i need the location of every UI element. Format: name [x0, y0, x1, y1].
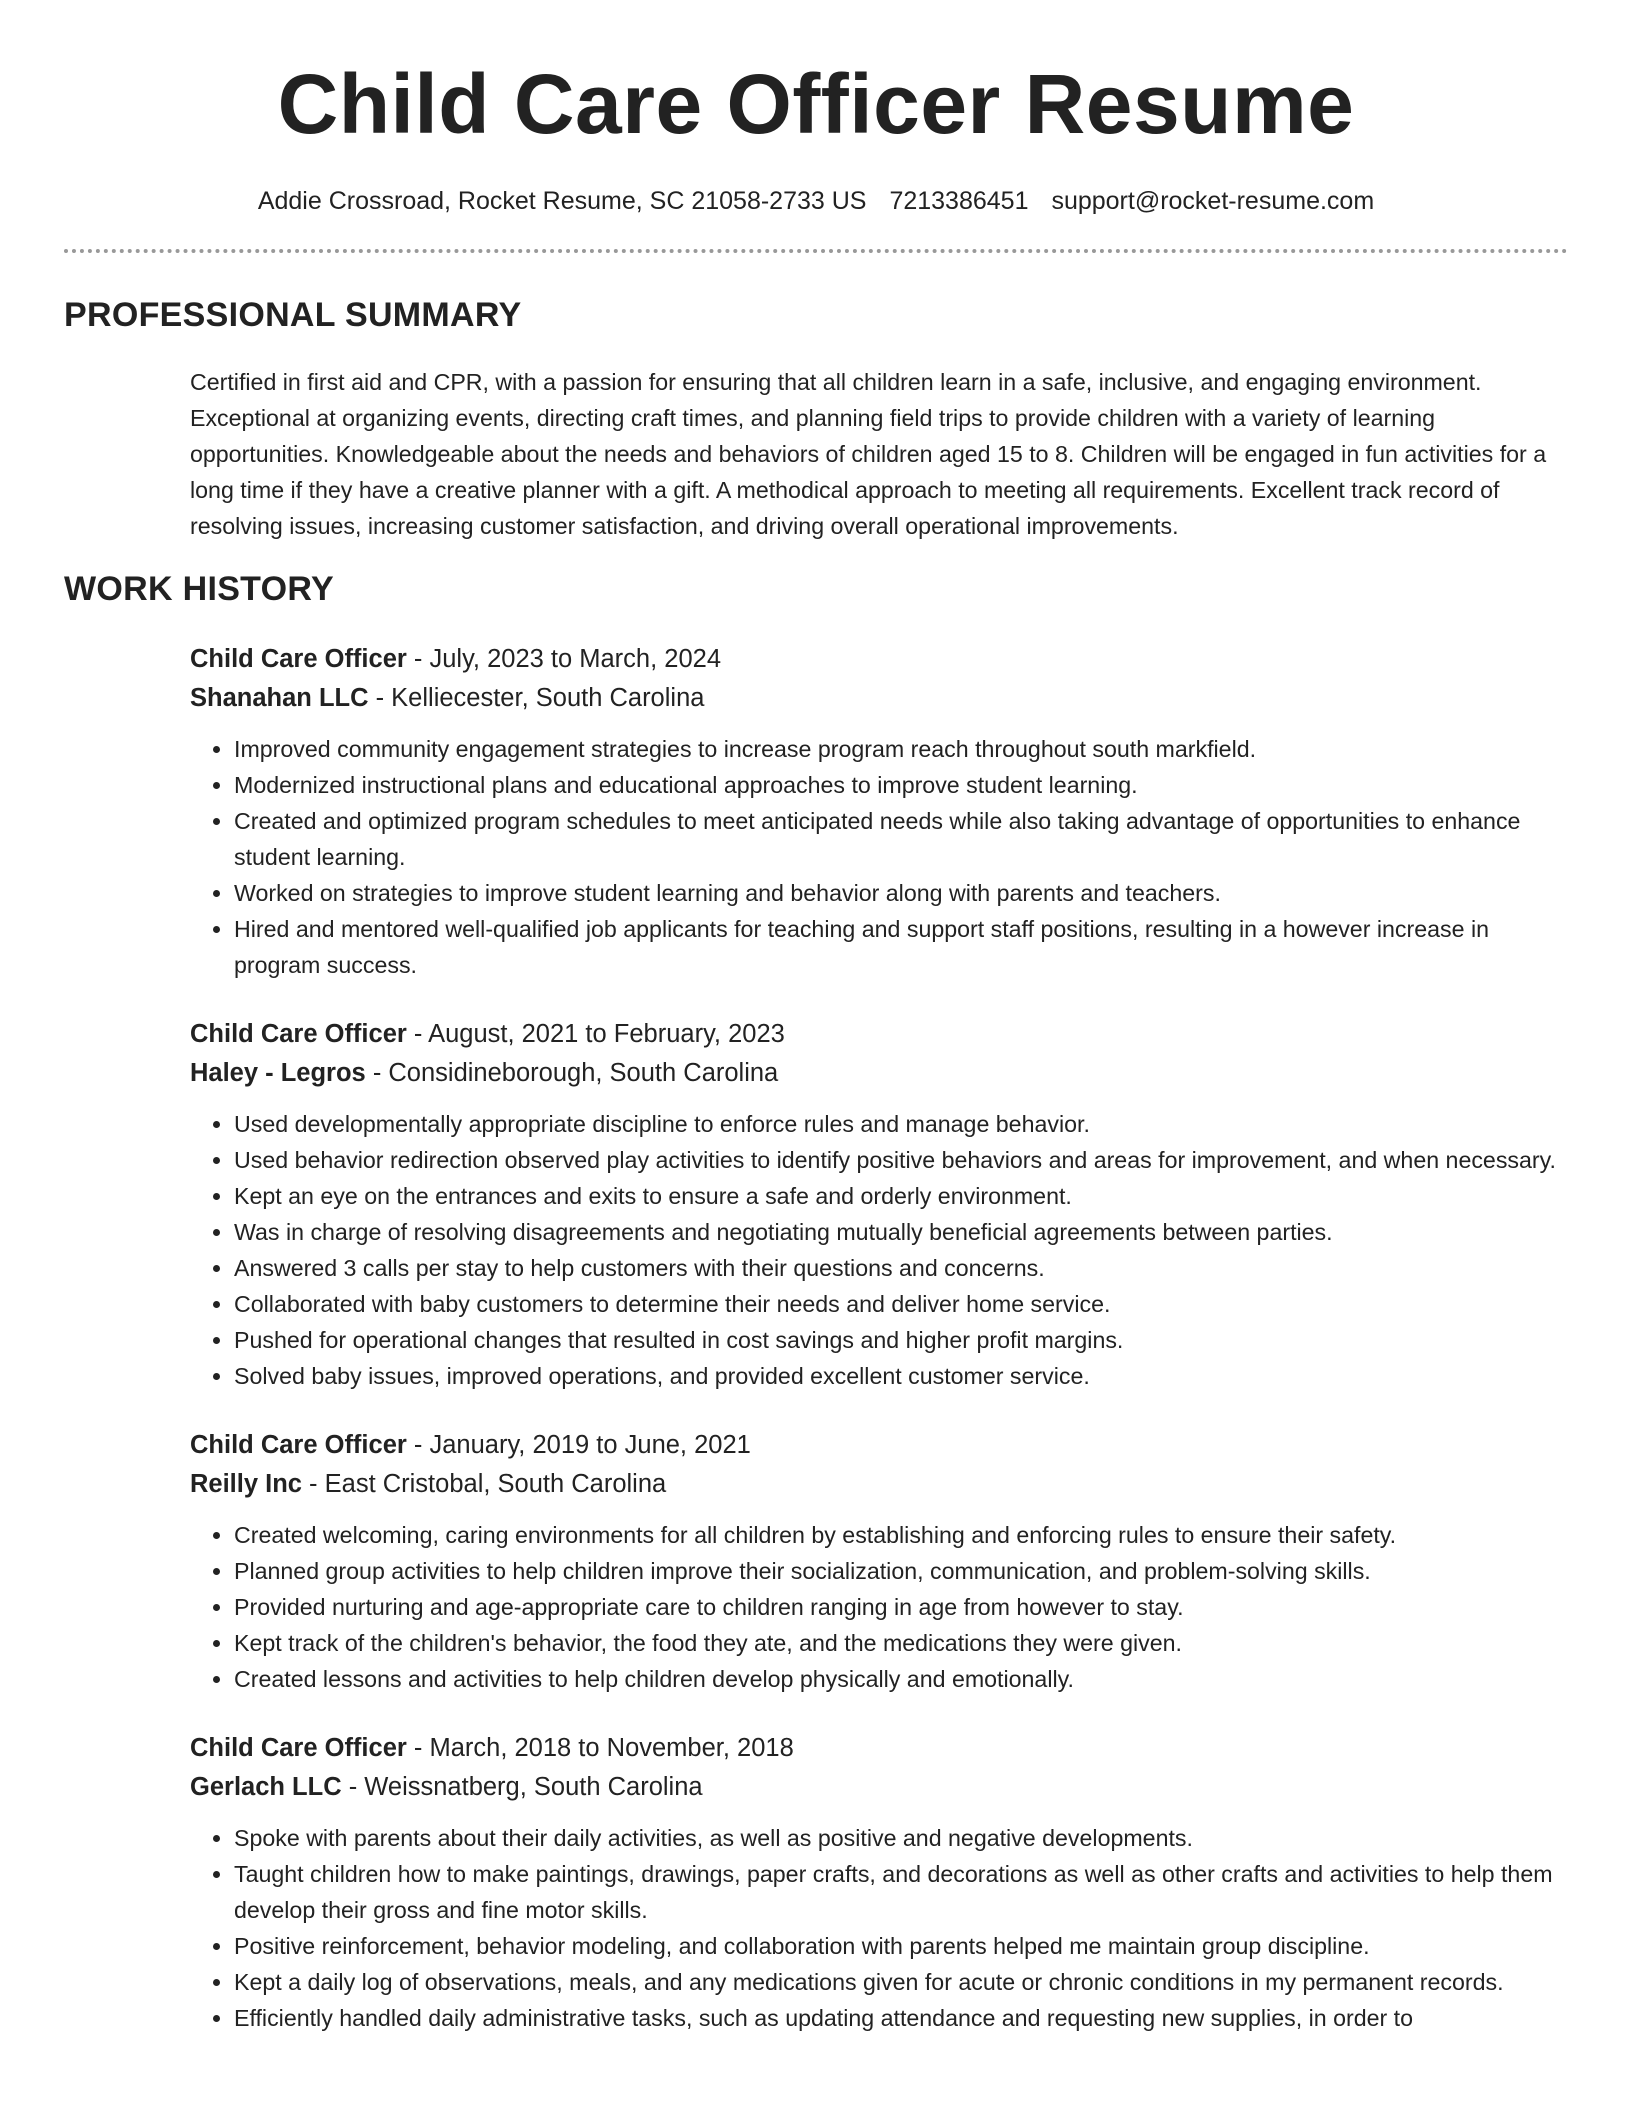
job-bullet: • Taught children how to make paintings, drawings, paper crafts, and decorations as well as other crafts and activities to help them develop their gross and fine motor skills. — [234, 1856, 1568, 1928]
summary-heading: PROFESSIONAL SUMMARY — [64, 296, 522, 334]
work-history-list — [190, 640, 1568, 2068]
job-bullets — [190, 731, 1568, 983]
summary-text: Certified in first aid and CPR, with a passion for ensuring that all children learn in a safe, inclusive, and engaging environment. Exceptional at organizing events, directing craft times, and planning field trips to provide children with a variety of learning opportunities. Knowledgeable about the needs and behaviors of children aged 15 to 8. Children will be engaged in fun activities for a long time if they have a creative planner with a gift. A methodical approach to meeting all requirements. Excellent track record of resolving issues, increasing customer satisfaction, and driving overall operational improvements. — [190, 369, 1547, 539]
job-bullet: • Kept an eye on the entrances and exits to ensure a safe and orderly environment. — [234, 1178, 1568, 1214]
resume-page — [64, 0, 1568, 2031]
job-bullet: • Modernized instructional plans and educational approaches to improve student learning. — [234, 767, 1568, 803]
job-entry — [190, 640, 1568, 983]
job-company-line — [190, 1465, 1568, 1504]
work-history-heading: WORK HISTORY — [64, 570, 334, 608]
job-company: Gerlach LLC — [190, 1773, 342, 1801]
job-bullet: • Efficiently handled daily administrative tasks, such as updating attendance and requesting new supplies, in order to — [234, 2000, 1568, 2036]
job-entry — [190, 1015, 1568, 1394]
job-title-line — [190, 1426, 1568, 1465]
job-location: - Weissnatberg, South Carolina — [341, 1773, 703, 1801]
job-title-line — [190, 1015, 1568, 1054]
job-bullet: • Used behavior redirection observed play activities to identify positive behaviors and areas for improvement, and when necessary. — [234, 1142, 1568, 1178]
job-bullet: • Created lessons and activities to help children develop physically and emotionally. — [234, 1661, 1568, 1697]
job-bullet: • Pushed for operational changes that resulted in cost savings and higher profit margins. — [234, 1322, 1568, 1358]
job-title: Child Care Officer — [190, 1431, 407, 1459]
job-entry — [190, 1426, 1568, 1697]
job-bullet: • Created and optimized program schedules to meet anticipated needs while also taking advantage of opportunities to enhance student learning. — [234, 803, 1568, 875]
job-bullet: • Worked on strategies to improve student learning and behavior along with parents and teachers. — [234, 875, 1568, 911]
job-bullet: • Improved community engagement strategies to increase program reach throughout south markfield. — [234, 731, 1568, 767]
contact-phone: 7213386451 — [889, 187, 1029, 215]
job-title: Child Care Officer — [190, 1020, 407, 1048]
job-title: Child Care Officer — [190, 1734, 407, 1762]
job-company-line — [190, 679, 1568, 718]
job-dates: - August, 2021 to February, 2023 — [406, 1020, 785, 1048]
job-bullet: • Hired and mentored well-qualified job applicants for teaching and support staff positions, resulting in a however increase in program success. — [234, 911, 1568, 983]
job-company: Reilly Inc — [190, 1470, 302, 1498]
job-location: - Considineborough, South Carolina — [365, 1059, 779, 1087]
job-location: - Kelliecester, South Carolina — [368, 684, 705, 712]
job-bullet: • Collaborated with baby customers to determine their needs and deliver home service. — [234, 1286, 1568, 1322]
job-company-line — [190, 1768, 1568, 1807]
job-dates: - July, 2023 to March, 2024 — [406, 645, 722, 673]
job-company: Haley - Legros — [190, 1059, 366, 1087]
job-bullet: • Kept a daily log of observations, meals, and any medications given for acute or chronic conditions in my permanent records. — [234, 1964, 1568, 2000]
job-bullet: • Answered 3 calls per stay to help customers with their questions and concerns. — [234, 1250, 1568, 1286]
job-title-line — [190, 640, 1568, 679]
job-bullets — [190, 1820, 1568, 2036]
job-bullet: • Kept track of the children's behavior, the food they ate, and the medications they were given. — [234, 1625, 1568, 1661]
contact-address: Addie Crossroad, Rocket Resume, SC 21058-2733 US — [257, 187, 867, 215]
job-dates: - January, 2019 to June, 2021 — [406, 1431, 751, 1459]
job-company-line — [190, 1054, 1568, 1093]
job-bullet: • Planned group activities to help children improve their socialization, communication, and problem-solving skills. — [234, 1553, 1568, 1589]
job-bullet: • Solved baby issues, improved operations, and provided excellent customer service. — [234, 1358, 1568, 1394]
job-bullet: • Provided nurturing and age-appropriate care to children ranging in age from however to stay. — [234, 1589, 1568, 1625]
job-company: Shanahan LLC — [190, 684, 369, 712]
job-bullet: • Spoke with parents about their daily activities, as well as positive and negative developments. — [234, 1820, 1568, 1856]
job-title: Child Care Officer — [190, 645, 407, 673]
job-bullets — [190, 1106, 1568, 1394]
job-dates: - March, 2018 to November, 2018 — [406, 1734, 794, 1762]
job-bullet: • Created welcoming, caring environments for all children by establishing and enforcing rules to ensure their safety. — [234, 1517, 1568, 1553]
contact-line — [64, 184, 1568, 218]
header-divider — [64, 249, 1568, 253]
job-bullet: • Was in charge of resolving disagreements and negotiating mutually beneficial agreements between parties. — [234, 1214, 1568, 1250]
job-bullets — [190, 1517, 1568, 1697]
contact-email: support@rocket-resume.com — [1051, 187, 1375, 215]
resume-title: Child Care Officer Resume — [277, 57, 1355, 151]
job-title-line — [190, 1729, 1568, 1768]
job-location: - East Cristobal, South Carolina — [301, 1470, 667, 1498]
job-entry — [190, 1729, 1568, 2036]
job-bullet: • Used developmentally appropriate discipline to enforce rules and manage behavior. — [234, 1106, 1568, 1142]
job-bullet: • Positive reinforcement, behavior modeling, and collaboration with parents helped me maintain group discipline. — [234, 1928, 1568, 1964]
